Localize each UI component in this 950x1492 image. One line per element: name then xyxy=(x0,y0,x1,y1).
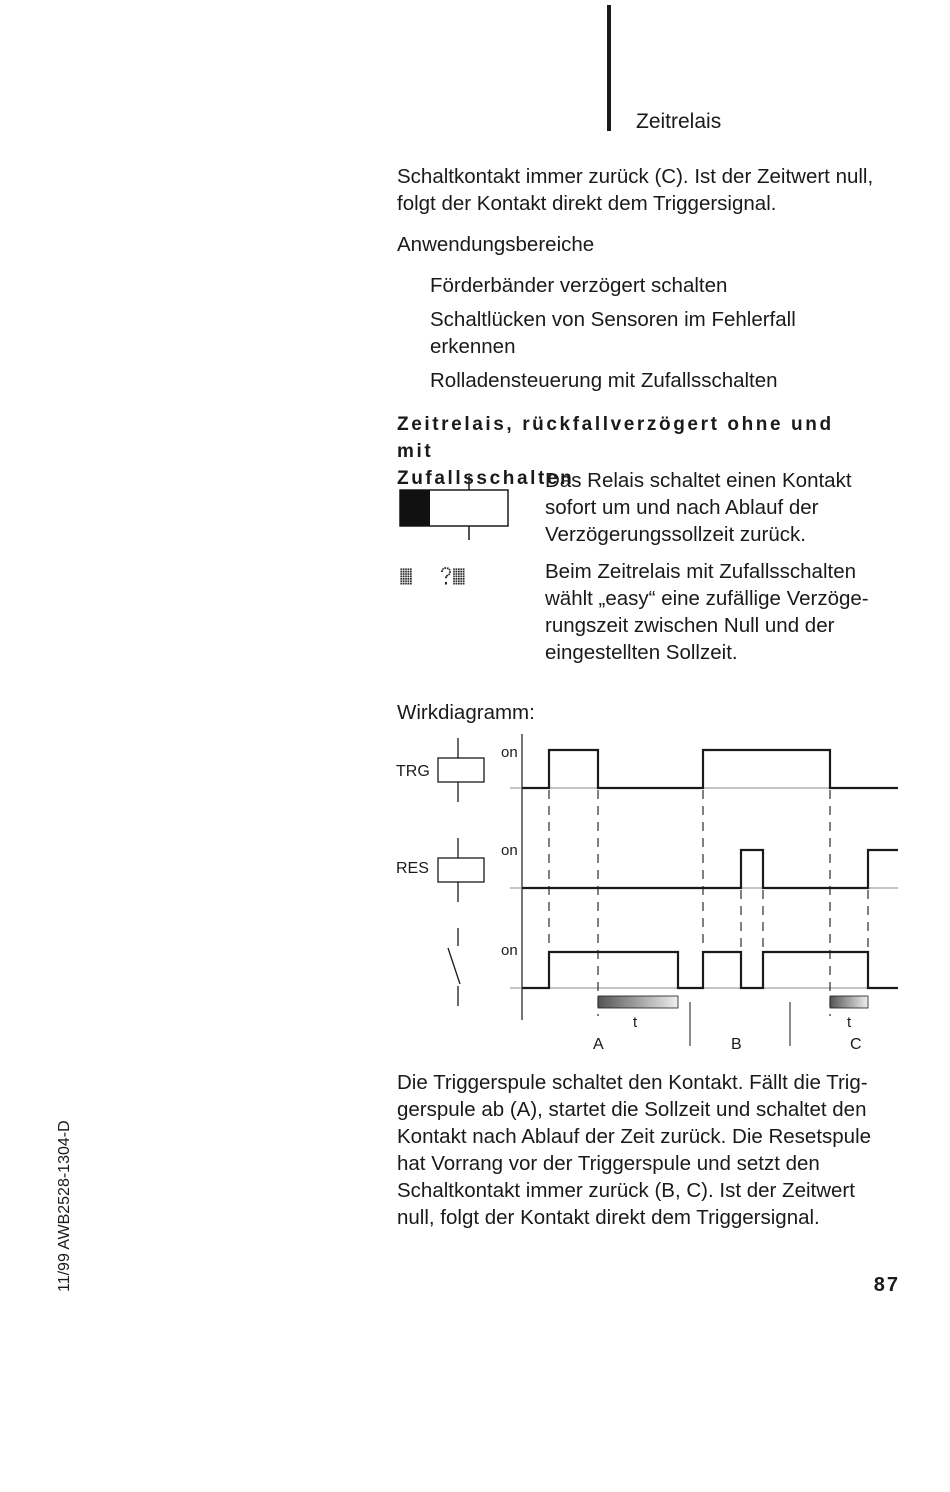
row-state-contact: on xyxy=(501,942,518,959)
paragraph-line: gerspule ab (A), startet die Sollzeit und schaltet den xyxy=(397,1098,867,1121)
application-item-continued: erkennen xyxy=(430,335,516,358)
display-glyph-icon xyxy=(398,566,472,588)
page-header-title: Zeitrelais xyxy=(636,110,722,133)
description-line: sofort um und nach Ablauf der xyxy=(545,496,819,519)
paragraph-line: hat Vorrang vor der Triggerspule und setzt den xyxy=(397,1152,820,1175)
paragraph-line: Kontakt nach Ablauf der Zeit zurück. Die Resetspule xyxy=(397,1125,872,1148)
application-item: Förderbänder verzögert schalten xyxy=(430,274,728,297)
row-label-res: RES xyxy=(396,860,429,877)
marker-b: B xyxy=(731,1036,742,1053)
row-state-res: on xyxy=(501,842,518,859)
marker-a: A xyxy=(593,1036,604,1053)
diagram-caption: Wirkdiagramm: xyxy=(397,701,535,724)
timing-diagram xyxy=(390,730,910,1060)
document-code: 11/99 AWB2528-1304-D xyxy=(56,1120,73,1292)
description-line: Beim Zeitrelais mit Zufallsschalten xyxy=(545,560,857,583)
application-item: Schaltlücken von Sensoren im Fehlerfall xyxy=(430,308,796,331)
trg-coil-icon xyxy=(438,738,484,802)
application-item: Rolladensteuerung mit Zufallsschalten xyxy=(430,369,778,392)
paragraph-line: null, folgt der Kontakt direkt dem Triggersignal. xyxy=(397,1206,820,1229)
description-2 xyxy=(545,558,915,666)
dashed-guides xyxy=(549,790,868,1016)
row-state-trg: on xyxy=(501,744,518,761)
description-line: Verzögerungssollzeit zurück. xyxy=(545,523,806,546)
time-label: t xyxy=(633,1014,638,1031)
side-note-wrapper xyxy=(56,1120,76,1492)
paragraph-line: Schaltkontakt immer zurück (B, C). Ist der Zeitwert xyxy=(397,1179,855,1202)
marker-c: C xyxy=(850,1036,862,1053)
description-1 xyxy=(545,467,915,548)
explanation-paragraph xyxy=(397,1069,917,1231)
description-line: Das Relais schaltet einen Kontakt xyxy=(545,469,852,492)
description-line: eingestellten Sollzeit. xyxy=(545,641,738,664)
relay-coil-icon xyxy=(396,476,516,542)
row-label-trg: TRG xyxy=(396,763,430,780)
time-label: t xyxy=(847,1014,852,1031)
signal-contact xyxy=(522,952,898,988)
section-heading-line-2: Zufallsschalten xyxy=(397,468,575,489)
paragraph-line: Die Triggerspule schaltet den Kontakt. Fällt die Trig- xyxy=(397,1071,868,1094)
time-bar xyxy=(830,996,868,1008)
applications-heading: Anwendungsbereiche xyxy=(397,233,595,256)
res-coil-icon xyxy=(438,838,484,902)
time-bar xyxy=(598,996,678,1008)
signal-trg xyxy=(522,750,898,788)
header-rule xyxy=(607,5,611,131)
signal-res xyxy=(522,850,898,888)
intro-line-1: Schaltkontakt immer zurück (C). Ist der Zeitwert null, xyxy=(397,165,874,188)
intro-line-2: folgt der Kontakt direkt dem Triggersignal. xyxy=(397,192,777,215)
description-line: wählt „easy“ eine zufällige Verzöge- xyxy=(545,587,869,610)
section-heading-line-1: Zeitrelais, rückfallverzögert ohne und mit xyxy=(397,414,834,462)
description-line: rungszeit zwischen Null und der xyxy=(545,614,835,637)
contact-switch-icon xyxy=(448,928,460,1006)
page-number: 87 xyxy=(873,1274,900,1296)
